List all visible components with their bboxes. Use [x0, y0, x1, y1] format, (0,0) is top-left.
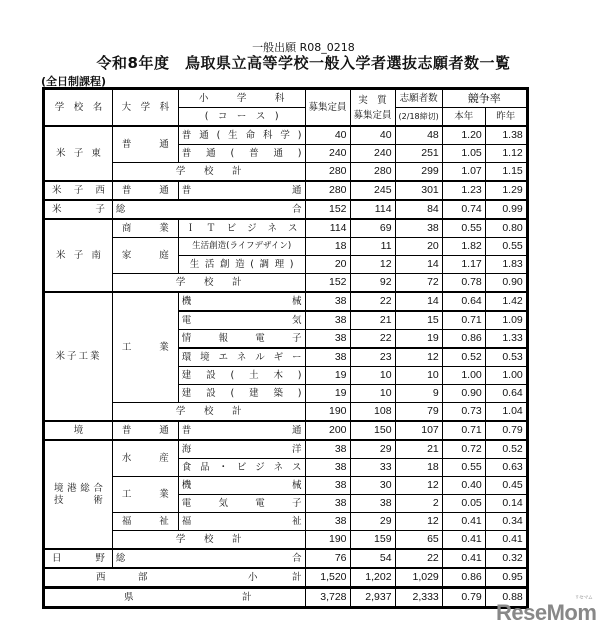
page-title: 令和8年度 鳥取県立高等学校一般入学者選抜志願者数一覧	[96, 54, 511, 72]
col-course: ( コ ー ス )	[178, 108, 305, 127]
school-name: 米子工業	[44, 292, 113, 421]
course-type-label: (全日制課程)	[41, 75, 107, 88]
sub-dept: 建 設 ( 土 木 )	[178, 367, 305, 385]
sub-dept: 電 気	[178, 311, 305, 330]
region-subtotal-row: 西 部 小 計 1,520 1,202 1,029 0.86 0.95	[44, 568, 528, 588]
table-row: 米 子 南 商 業 Ｉ Ｔ ビ ジ ネ ス 114 69 38 0.55 0.80	[44, 219, 528, 238]
dept-name: 普 通	[112, 181, 178, 200]
table-row: 米 子 西 普 通 普 通 280 245 301 1.23 1.29	[44, 181, 528, 200]
sub-dept: 電 気 電 子	[178, 495, 305, 513]
table-row: 建 設 ( 土 木 ) 19 10 10 1.00 1.00	[44, 367, 528, 385]
sub-dept: Ｉ Ｔ ビ ジ ネ ス	[178, 219, 305, 238]
school-name: 境	[44, 421, 113, 440]
col-deadline: (2/18締切)	[395, 108, 442, 127]
sub-dept: 機 械	[178, 292, 305, 311]
sub-dept: 普 通	[178, 421, 305, 440]
school-name: 米 子 東	[44, 126, 113, 181]
sub-dept: 普 通 ( 生 命 科 学 )	[178, 126, 305, 145]
dept-name: 工 業	[112, 292, 178, 403]
school-total-row: 学 校 計 280 280 299 1.07 1.15	[44, 163, 528, 182]
table-row: 普 通 ( 普 通 ) 240 240 251 1.05 1.12	[44, 145, 528, 163]
col-school: 学 校 名	[44, 89, 113, 127]
sub-dept: 環 境 エ ネ ル ギ ー	[178, 348, 305, 367]
col-ratio-this-year: 本年	[442, 108, 485, 127]
school-total-row: 学 校 計 152 92 72 0.78 0.90	[44, 274, 528, 293]
dept-name: 家 庭	[112, 238, 178, 274]
col-ratio: 競争率	[442, 89, 527, 108]
dept-name: 商 業	[112, 219, 178, 238]
col-dept: 大 学 科	[112, 89, 178, 127]
sub-dept: 食 品 ・ ビ ジ ネ ス	[178, 459, 305, 477]
sub-dept: 機 械	[178, 477, 305, 495]
school-name: 日 野	[44, 549, 113, 568]
col-ratio-last-year: 昨年	[485, 108, 527, 127]
table-row: 工 業 機 械 38 30 12 0.40 0.45	[44, 477, 528, 495]
table-row: 米 子 東 普 通 普 通 ( 生 命 科 学 ) 40 40 48 1.20 1.38	[44, 126, 528, 145]
sub-dept: 福 祉	[178, 513, 305, 531]
school-total-row: 学 校 計 190 108 79 0.73 1.04	[44, 403, 528, 422]
school-name: 境 港 総 合 技 術	[44, 440, 113, 549]
school-name: 米 子 南	[44, 219, 113, 292]
dept-name: 普 通	[112, 126, 178, 163]
table-row: 建 設 ( 建 築 ) 19 10 9 0.90 0.64	[44, 385, 528, 403]
sub-dept: 生活創造(ライフデザイン)	[178, 238, 305, 256]
school-name: 米 子 西	[44, 181, 113, 200]
table-row: 情 報 電 子 38 22 19 0.86 1.33	[44, 330, 528, 349]
dept-name: 普 通	[112, 421, 178, 440]
sub-dept: 普 通 ( 普 通 )	[178, 145, 305, 163]
col-actual-capacity: 実 質 募集定員	[350, 89, 395, 127]
school-total-row: 学 校 計 190 159 65 0.41 0.41	[44, 531, 528, 550]
sub-dept: 生 活 創 造 ( 調 理 )	[178, 256, 305, 274]
table-row: 食 品 ・ ビ ジ ネ ス 38 33 18 0.55 0.63	[44, 459, 528, 477]
table-row: 米子工業 工 業 機 械 38 22 14 0.64 1.42	[44, 292, 528, 311]
col-applicants: 志願者数	[395, 89, 442, 108]
col-subdept: 小 学 科	[178, 89, 305, 108]
report-code: 一般出願 R08_0218	[252, 41, 355, 54]
resemom-logo: ReseMom リセマム	[496, 595, 597, 625]
table-row: 福 祉 福 祉 38 29 12 0.41 0.34	[44, 513, 528, 531]
table-row: 境 普 通 普 通 200 150 107 0.71 0.79	[44, 421, 528, 440]
school-name: 米 子	[44, 200, 113, 219]
table-row: 米 子 総 合 152 114 84 0.74 0.99	[44, 200, 528, 219]
dept-name: 福 祉	[112, 513, 178, 531]
table-row: 電 気 電 子 38 38 2 0.05 0.14	[44, 495, 528, 513]
prefecture-total-row: 県 計 3,728 2,937 2,333 0.79 0.88	[44, 588, 528, 608]
sub-dept: 建 設 ( 建 築 )	[178, 385, 305, 403]
table-row: 電 気 38 21 15 0.71 1.09	[44, 311, 528, 330]
table-row: 生 活 創 造 ( 調 理 ) 20 12 14 1.17 1.83	[44, 256, 528, 274]
sub-dept: 普 通	[178, 181, 305, 200]
header-row-1	[44, 89, 528, 108]
dept-name: 水 産	[112, 440, 178, 477]
applicants-table	[42, 87, 529, 609]
dept-name: 工 業	[112, 477, 178, 513]
table-row: 日 野 総 合 76 54 22 0.41 0.32	[44, 549, 528, 568]
sub-dept: 情 報 電 子	[178, 330, 305, 349]
sub-dept: 海 洋	[178, 440, 305, 459]
dept-name: 総 合	[112, 200, 305, 219]
dept-name: 総 合	[112, 549, 305, 568]
col-capacity: 募集定員	[305, 89, 350, 127]
table-row: 環 境 エ ネ ル ギ ー 38 23 12 0.52 0.53	[44, 348, 528, 367]
table-row: 境 港 総 合 技 術 水 産 海 洋 38 29 21 0.72 0.52	[44, 440, 528, 459]
table-row: 家 庭 生活創造(ライフデザイン) 18 11 20 1.82 0.55	[44, 238, 528, 256]
